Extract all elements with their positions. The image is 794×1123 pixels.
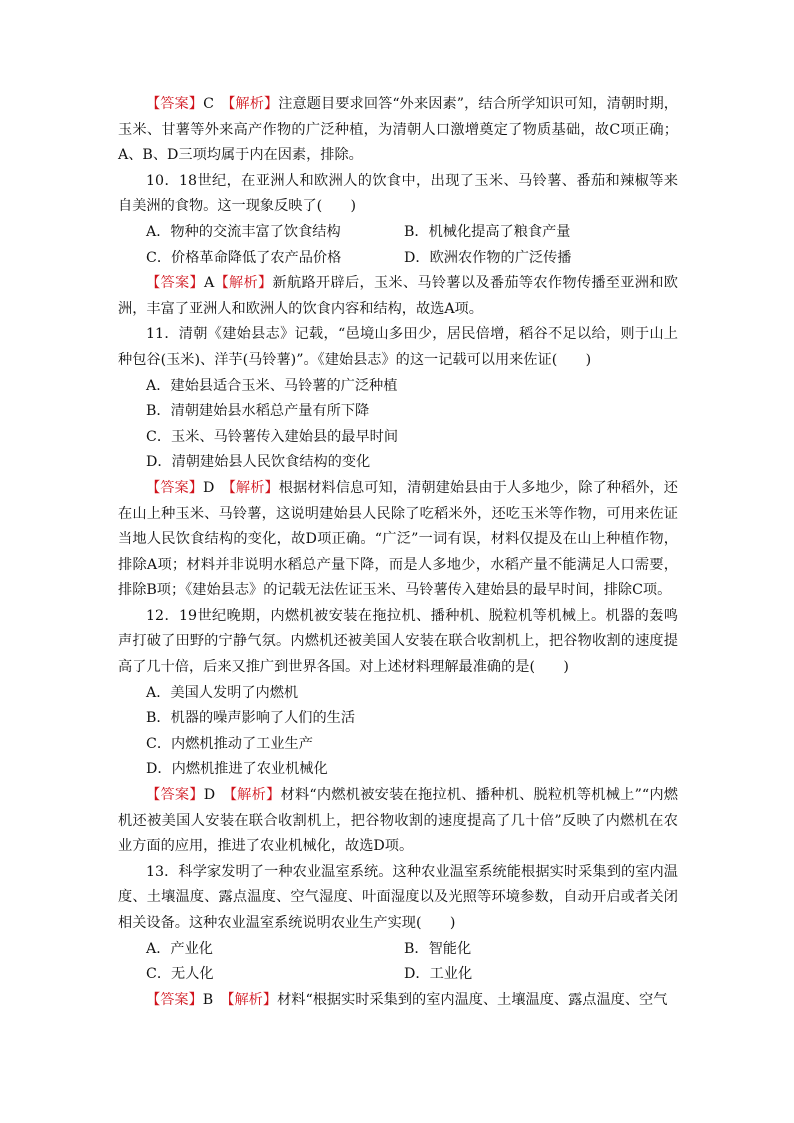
document-page (118, 92, 678, 1013)
answer-label: 【答案】 (146, 787, 204, 804)
option: B．机械化提高了粮食产量 (404, 223, 571, 240)
answer-label: 【答案】 (146, 96, 204, 112)
answer-label: 【答案】 (146, 275, 204, 292)
option: A．美国人发明了内燃机 (146, 684, 299, 701)
answer-paragraph (118, 271, 678, 322)
option: D．欧洲农作物的广泛传播 (404, 249, 572, 266)
option: C．无人化 (146, 966, 214, 983)
question-stem: 13．科学家发明了一种农业温室系统。这种农业温室系统能根据实时采集到的室内温度、土壤温度、露点温度、空气湿度、叶面湿度以及光照等环境参数，自动开启或者关闭相关设备。这种农业温室系统说明农业生产实现( ) (118, 863, 678, 931)
answer-letter: A (203, 275, 215, 292)
answer-letter: D (203, 479, 215, 496)
answer-paragraph (118, 988, 678, 1014)
question-stem: 11．清朝《建始县志》记载，“邑境山多田少，居民倍增，稻谷不足以给，则于山上种包谷(玉米)、洋芋(马铃薯)”。《建始县志》的这一记载可以用来佐证( ) (118, 326, 678, 368)
option: C．玉米、马铃薯传入建始县的最早时间 (146, 428, 399, 445)
option: C．价格革命降低了农产品价格 (146, 249, 342, 266)
answer-letter: C (203, 96, 214, 112)
question-stem: 10．18世纪，在亚洲人和欧洲人的饮食中，出现了玉米、马铃薯、番茄和辣椒等来自美洲的食物。这一现象反映了( ) (118, 172, 678, 215)
option: C．内燃机推动了工业生产 (146, 735, 313, 752)
answer-label: 【答案】 (146, 479, 204, 496)
option-row (118, 962, 678, 988)
option: A．产业化 (146, 940, 213, 957)
analysis-label: 【解析】 (214, 275, 273, 292)
option: A．建始县适合玉米、马铃薯的广泛种植 (146, 377, 398, 394)
option: B．机器的噪声影响了人们的生活 (146, 710, 356, 727)
answer-letter: D (203, 787, 216, 804)
answer-paragraph (118, 783, 678, 860)
answer-letter: B (202, 991, 214, 1008)
analysis-label: 【解析】 (228, 479, 279, 496)
analysis-label: 【解析】 (229, 787, 281, 804)
option-row (118, 220, 678, 246)
answer-paragraph (118, 92, 678, 169)
option: D．工业化 (404, 966, 473, 983)
option-row (118, 246, 678, 272)
question-stem: 12．19世纪晚期，内燃机被安装在拖拉机、播种机、脱粒机等机械上。机器的轰鸣声打破了田野的宁静气氛。内燃机还被美国人安装在联合收割机上，把谷物收割的速度提高了几十倍，后来又推广到世界各国。对上述材料理解最准确的是( ) (118, 607, 678, 676)
answer-label: 【答案】 (146, 991, 203, 1008)
analysis-text: 新航路开辟后，玉米、马铃薯以及番茄等农作物传播至亚洲和欧洲，丰富了亚洲人和欧洲人的饮食内容和结构，故选A项。 (118, 275, 678, 317)
analysis-text: 材料“根据实时采集到的室内温度、土壤温度、露点温度、空气 (277, 991, 668, 1008)
option: B．清朝建始县水稻总产量有所下降 (146, 403, 370, 420)
analysis-label: 【解析】 (227, 991, 278, 1008)
analysis-text: 材料“内燃机被安装在拖拉机、播种机、脱粒机等机械上”“内燃机还被美国人安装在联合收割机上，把谷物收割的速度提高了几十倍”反映了内燃机在农业方面的应用，推进了农业机械化，故选D项。 (118, 787, 678, 855)
option: D．清朝建始县人民饮食结构的变化 (146, 454, 371, 471)
option: A．物种的交流丰富了饮食结构 (146, 223, 341, 240)
option-row (118, 937, 678, 963)
option: D．内燃机推进了农业机械化 (146, 761, 328, 778)
answer-paragraph (118, 476, 678, 604)
analysis-text: 根据材料信息可知，清朝建始县由于人多地少，除了种稻外，还在山上种玉米、马铃薯，这说明建始县人民除了吃稻米外，还吃玉米等作物，可用来佐证当地人民饮食结构的变化，故D项正确。“广泛”一词有误，材料仅提及在山上种植作物，排除A项；材料并非说明水稻总产量下降，而是人多地少，水稻产量不能满足人口需要，排除B项；《建始县志》的记载无法佐证玉米、马铃薯传入建始县的最早时间，排除C项。 (118, 479, 678, 599)
option: B．智能化 (404, 940, 472, 957)
analysis-label: 【解析】 (228, 96, 279, 112)
analysis-text: 注意题目要求回答“外来因素”，结合所学知识可知，清朝时期，玉米、甘薯等外来高产作物的广泛种植，为清朝人口激增奠定了物质基础，故C项正确；A、B、D三项均属于内在因素，排除。 (118, 96, 678, 164)
